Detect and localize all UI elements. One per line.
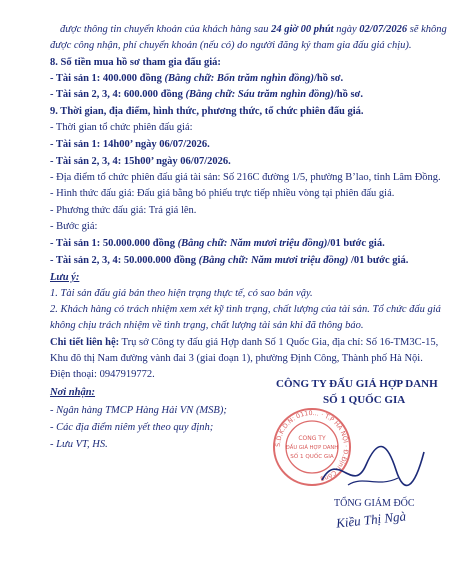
fee-asset-1-words: (Bằng chữ: Bốn trăm nghìn đồng) [164,73,315,84]
intro-line-2: được công nhận, phí chuyển khoản (nếu có) do người đăng ký tham gia đấu giá chịu). [50,40,412,51]
step-label: - Bước giá: [50,221,98,232]
note-2-line-1: 2. Khách hàng có trách nhiệm xem xét kỹ tình trạng, chất lượng của tài sản. Tổ chức đấu giá [50,304,441,315]
time-asset-2-4: - Tài sản 2, 3, 4: 15h00’ ngày 06/07/2026. [50,156,231,167]
section-9-title: 9. Thời gian, địa điểm, hình thức, phương thức, tổ chức phiên đấu giá. [50,106,364,117]
intro-text: được thông tin chuyển khoản của khách hàng sau [60,24,272,35]
seal-ring-text: S.D.K.D.N: 0110... · T.P HÀ NỘI · Đ.Định Công [274,409,350,483]
step-asset-2-4-unit: /01 bước giá. [348,255,409,266]
auction-place: - Địa điểm tổ chức phiên đấu giá tài sản: Số 216C đường 1/5, phường B’lao, tỉnh Lâm Đồng. [50,172,441,183]
company-name-line-2: SỐ 1 QUỐC GIA [323,394,406,406]
auction-method: - Phương thức đấu giá: Trả giá lên. [50,205,197,216]
seal-inner-line-3: SỐ 1 QUỐC GIA [290,454,334,460]
signer-role: TỔNG GIÁM ĐỐC [334,498,415,509]
recipient-3: - Lưu VT, HS. [50,439,108,450]
seal-inner-line-2: ĐẤU GIÁ HỢP DANH [285,445,339,451]
section-8-title: 8. Số tiền mua hồ sơ tham gia đấu giá: [50,57,221,68]
intro-line-1 [60,22,447,38]
fee-asset-1-unit: /hồ sơ. [314,73,344,84]
auction-form: - Hình thức đấu giá: Đấu giá bằng bỏ phiếu trực tiếp nhiều vòng tại phiên đấu giá. [50,188,395,199]
recipient-1: - Ngân hàng TMCP Hàng Hải VN (MSB); [50,405,227,416]
step-asset-2-4-words: (Bằng chữ: Năm mươi triệu đồng) [198,255,349,266]
step-asset-2-4-amount: - Tài sản 2, 3, 4: 50.000.000 đồng [50,255,199,266]
fee-asset-1 [50,71,343,87]
contact-line-1 [50,335,438,351]
contact-line-2: Khu đô thị Nam đường vành đai 3 (giai đoạn 1), phường Định Công, Thành phố Hà Nội. [50,353,423,364]
seal-inner-line-1: CÔNG TY [298,435,326,442]
fee-asset-2-4-words: (Bằng chữ: Sáu trăm nghìn đồng) [185,89,334,100]
fee-asset-1-amount: - Tài sản 1: 400.000 đồng [50,73,165,84]
fee-asset-2-4-unit: /hồ sơ. [333,89,364,100]
step-asset-1-unit: /01 bước giá. [327,238,385,249]
recipient-2: - Các địa điểm niêm yết theo quy định; [50,422,214,433]
note-2-line-2: không chịu trách nhiệm về tình trạng, chất lượng tài sản khi đã thông báo. [50,320,364,331]
fee-asset-2-4 [50,87,363,103]
company-name-line-1: CÔNG TY ĐẤU GIÁ HỢP DANH [276,378,438,390]
fee-asset-2-4-amount: - Tài sản 2, 3, 4: 600.000 đồng [50,89,186,100]
contact-label: Chi tiết liên hệ: [50,337,120,348]
step-asset-2-4 [50,253,408,269]
time-asset-1: - Tài sản 1: 14h00’ ngày 06/07/2026. [50,139,210,150]
time-label: - Thời gian tổ chức phiên đấu giá: [50,122,193,133]
recipients-title: Nơi nhận: [50,387,96,398]
step-asset-1-words: (Bằng chữ: Năm mươi triệu đồng) [177,238,328,249]
notes-title: Lưu ý: [50,272,80,283]
step-asset-1-amount: - Tài sản 1: 50.000.000 đồng [50,238,178,249]
contact-address-1: Trụ sở Công ty đấu giá Hợp danh Số 1 Quốc Gia, địa chỉ: Số 16-TM3C-15, [119,337,439,348]
intro-deadline-time: 24 giờ 00 phút [271,24,334,35]
intro-deadline-date: 02/07/2026 [359,24,408,35]
signer-name: Kiều Thị Ngà [335,508,407,531]
note-1: 1. Tài sản đấu giá bán theo hiện trạng thực tế, có sao bán vậy. [50,288,313,299]
signature-scribble [318,440,428,500]
contact-phone: Điện thoại: 0947919772. [50,369,155,380]
intro-text: sẽ không [407,24,447,35]
step-asset-1 [50,236,385,252]
intro-text: ngày [333,24,360,35]
